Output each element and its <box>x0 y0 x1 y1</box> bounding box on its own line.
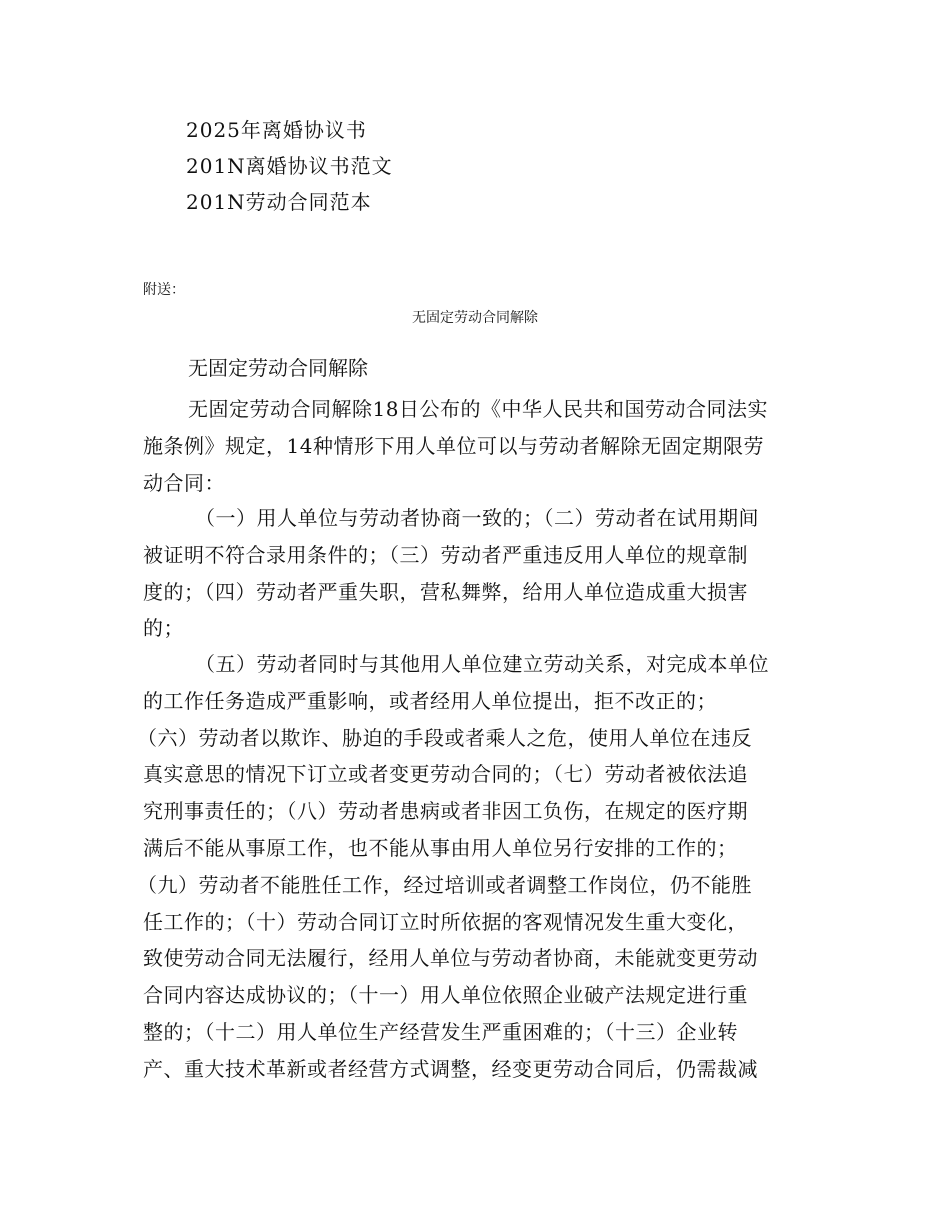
text-line: 动合同： <box>143 470 225 495</box>
paragraph-clauses-5-13 <box>137 646 803 1088</box>
document-title: 无固定劳动合同解除 <box>412 310 538 326</box>
text-line: 度的；（四）劳动者严重失职，营私舞弊，给用人单位造成重大损害 <box>143 579 748 604</box>
text-line: 合同内容达成协议的；（十一）用人单位依照企业破产法规定进行重 <box>143 983 748 1008</box>
text-line: 的工作任务造成严重影响，或者经用人单位提出，拒不改正的； <box>143 688 717 713</box>
text-line: 究刑事责任的；（八）劳动者患病或者非因工负伤，在规定的医疗期 <box>143 799 748 824</box>
text-line: 致使劳动合同无法履行，经用人单位与劳动者协商，未能就变更劳动 <box>143 946 758 971</box>
text-line: 产、重大技术革新或者经营方式调整，经变更劳动合同后，仍需裁减 <box>143 1056 758 1081</box>
text-line: 整的；（十二）用人单位生产经营发生严重困难的；（十三）企业转 <box>143 1019 738 1044</box>
text-line: 任工作的；（十）劳动合同订立时所依据的客观情况发生重大变化， <box>143 909 748 934</box>
text-line: 满后不能从事原工作，也不能从事由用人单位另行安排的工作的； <box>143 835 738 860</box>
text-line: （九）劳动者不能胜任工作，经过培训或者调整工作岗位，仍不能胜 <box>137 872 752 897</box>
text-line: （一）用人单位与劳动者协商一致的；（二）劳动者在试用期间 <box>195 506 759 530</box>
link-divorce-agreement-sample[interactable]: 201N离婚协议书范文 <box>186 154 393 178</box>
text-line: 被证明不符合录用条件的；（三）劳动者严重违反用人单位的规章制 <box>143 542 748 567</box>
link-labor-contract-sample[interactable]: 201N劳动合同范本 <box>186 190 372 214</box>
text-line: 施条例》规定，14种情形下用人单位可以与劳动者解除无固定期限劳 <box>143 433 764 458</box>
text-line: 的； <box>143 616 184 641</box>
appendix-label: 附送： <box>143 282 185 298</box>
text-line: 无固定劳动合同解除18日公布的《中华人民共和国劳动合同法实 <box>188 397 768 421</box>
paragraph-clauses-1-4 <box>143 500 803 647</box>
related-links <box>186 112 393 220</box>
section-heading: 无固定劳动合同解除 <box>188 356 368 380</box>
intro-paragraph <box>143 391 803 501</box>
link-divorce-agreement-2025[interactable]: 2025年离婚协议书 <box>186 118 367 142</box>
text-line: 真实意思的情况下订立或者变更劳动合同的；（七）劳动者被依法追 <box>143 762 748 787</box>
text-line: （六）劳动者以欺诈、胁迫的手段或者乘人之危，使用人单位在违反 <box>137 725 752 750</box>
text-line: （五）劳动者同时与其他用人单位建立劳动关系，对完成本单位 <box>195 652 769 676</box>
